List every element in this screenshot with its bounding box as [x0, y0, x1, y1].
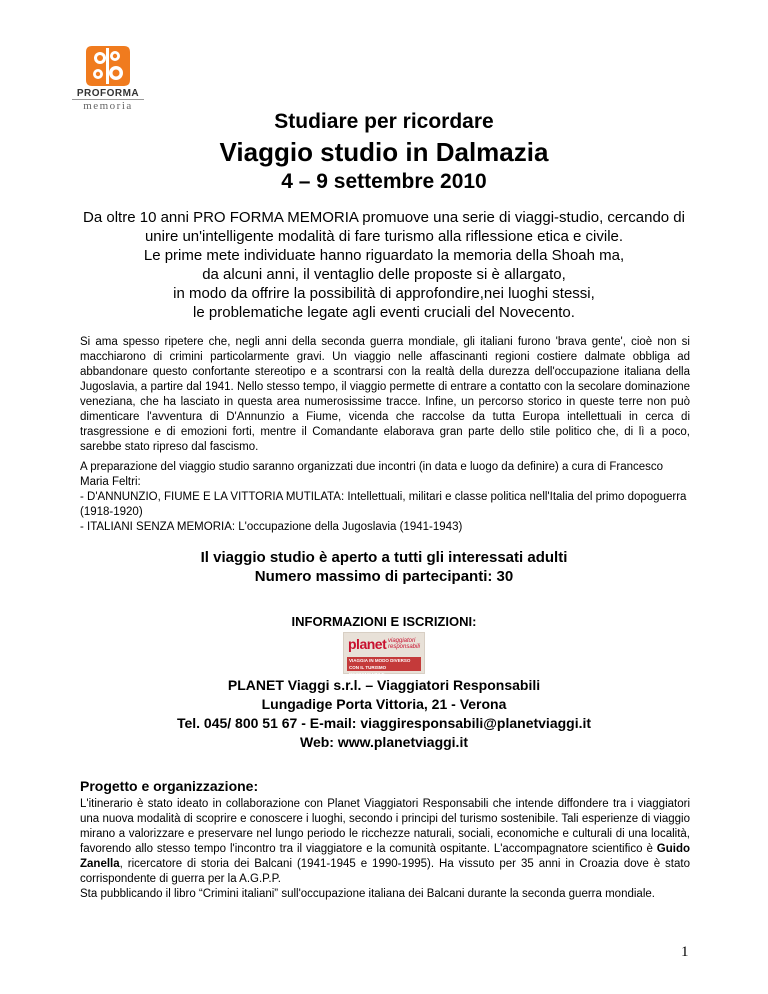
preparation-text: A preparazione del viaggio studio saranno organizzati due incontri (in data e luogo da definire) a cura di Francesco Maria Feltri:	[80, 461, 664, 488]
company-phone-email: Tel. 045/ 800 51 67 - E-mail: viaggiresponsabili@planetviaggi.it	[176, 715, 592, 731]
planet-logo-name: planet	[348, 636, 387, 652]
intro-line: Le prime mete individuate hanno riguardato la memoria della Shoah ma,	[143, 247, 625, 264]
intro-line: Da oltre 10 anni PRO FORMA MEMORIA promuove una serie di viaggi-studio, cercando di	[83, 209, 685, 226]
intro-text	[70, 208, 698, 322]
title-line-2: Viaggio studio in Dalmazia	[219, 137, 549, 167]
planet-logo-sub: viaggiatori responsabili	[388, 638, 421, 650]
proforma-memoria-logo	[72, 44, 144, 112]
guide-name: Guido Zanella	[80, 843, 690, 870]
intro-line: unire un'intelligente modalità di fare turismo alla riflessione etica e civile.	[144, 228, 624, 245]
participants-limit: Numero massimo di partecipanti: 30	[254, 568, 514, 585]
intro-line: da alcuni anni, il ventaglio delle proposte si è allargato,	[202, 266, 566, 283]
open-notice	[0, 548, 768, 586]
planet-logo	[343, 632, 425, 677]
intro-line: le problematiche legate agli eventi cruciali del Novecento.	[193, 304, 575, 321]
intro-line: in modo da offrire la possibilità di approfondire,nei luoghi stessi,	[173, 285, 595, 302]
contact-block	[0, 676, 768, 752]
logo-text-memoria: memoria	[72, 99, 144, 112]
company-name: PLANET Viaggi s.r.l. – Viaggiatori Responsabili	[227, 677, 541, 693]
preparation-item: - ITALIANI SENZA MEMORIA: L'occupazione della Jugoslavia (1941-1943)	[80, 521, 463, 533]
title-line-1: Studiare per ricordare	[274, 110, 494, 133]
project-text-before: L'itinerario è stato ideato in collaborazione con Planet Viaggiatori Responsabili che intende diffondere tra i viaggiatori una nuova modalità di scoprire e conoscere i luoghi, secondo i principi del turismo sostenibile. Tali esperienze di viaggio mirano a valorizzare e preservare nel lungo periodo le ricchezze naturali, sociali, economiche e culturali di una località, favorendo allo stesso tempo l'incontro tra il viaggiatore e la comunità ospitante. L'accompagnatore scientifico è	[80, 798, 690, 855]
logo-text-proforma: PROFORMA	[76, 88, 140, 99]
proforma-logo-icon	[84, 44, 132, 88]
project-text	[80, 797, 690, 902]
project-text-after: , ricercatore di storia dei Balcani (1941-1945 e 1990-1995). Ha vissuto per 35 anni in Croazia dove è stato corrispondente di guerra per la A.G.P.P.	[80, 858, 690, 885]
paragraph-preparation	[80, 460, 690, 535]
title-dates: 4 – 9 settembre 2010	[281, 170, 487, 193]
page-number: 1	[681, 944, 689, 960]
paragraph-history: Si ama spesso ripetere che, negli anni della seconda guerra mondiale, gli italiani furono 'brava gente', cioè non si macchiarono di crimini particolarmente gravi. Un viaggio nelle affascinanti regioni costiere dalmate obbliga ad abbandonare questo confortante stereotipo e a scontrarsi con la realtà della durezza dell'occupazione italiana della Jugoslavia, a partire dal 1941. Nello stesso tempo, il viaggio permette di entrare a contatto con la secolare dominazione veneziana, che ha lasciato in questa area numerosissime tracce. Infine, un percorso storico in queste terre non può dimenticare l'avventura di D'Annunzio a Fiume, vicenda che raccolse da tutta Europa intellettuali in cerca di trasgressione e di emozioni forti, mentre il Comandante elaborava gran parte dello stile politico che, di lì a poco, sarebbe stato ripreso dal fascismo.	[80, 336, 690, 453]
planet-logo-tagline: VIAGGIA IN MODO DIVERSO CON IL TURISMO RESPONSABILE	[347, 657, 421, 671]
project-text-book: Sta pubblicando il libro “Crimini italiani” sull'occupazione italiana dei Balcani durante la seconda guerra mondiale.	[80, 888, 655, 900]
info-heading: INFORMAZIONI E ISCRIZIONI:	[291, 614, 477, 629]
company-website: Web: www.planetviaggi.it	[299, 734, 468, 750]
project-heading: Progetto e organizzazione:	[80, 778, 259, 794]
company-address: Lungadige Porta Vittoria, 21 - Verona	[261, 696, 507, 712]
open-notice-line: Il viaggio studio è aperto a tutti gli interessati adulti	[200, 549, 568, 566]
preparation-item: - D'ANNUNZIO, FIUME E LA VITTORIA MUTILATA: Intellettuali, militari e classe politica nell'Italia del primo dopoguerra (1918-1920)	[80, 491, 687, 518]
